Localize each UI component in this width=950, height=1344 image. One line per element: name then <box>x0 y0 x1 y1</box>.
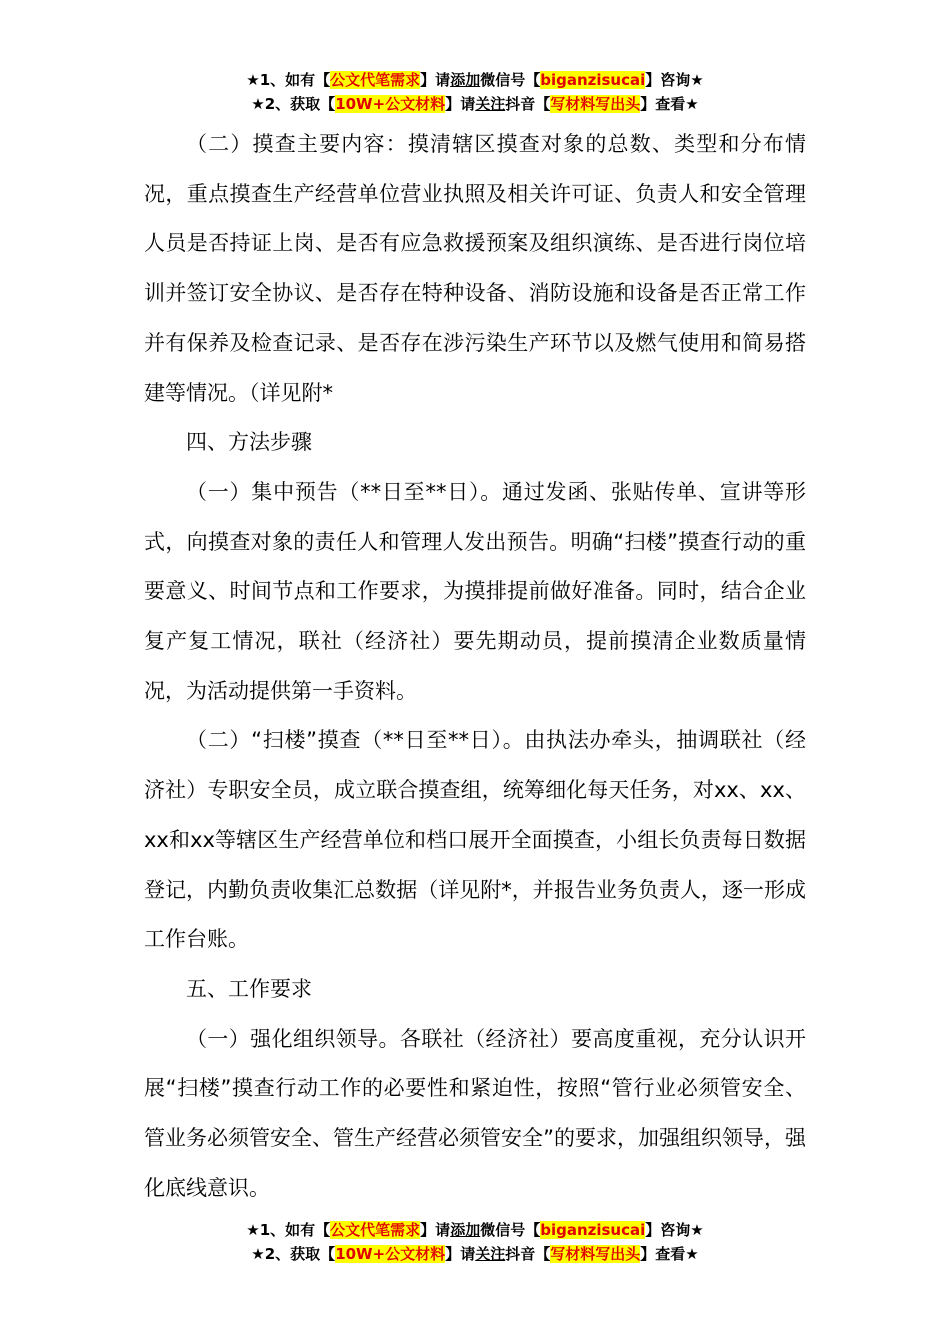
banner-highlight: biganzisucai <box>540 71 646 89</box>
section-heading-requirements: 五、工作要求 <box>186 976 312 1001</box>
banner-highlight: 写材料写出头 <box>550 95 641 113</box>
banner-text: 】请 <box>420 1221 451 1239</box>
banner-underline: 关注 <box>475 95 506 113</box>
banner-line-2 <box>0 1242 950 1266</box>
paragraph-survey-content: （二）摸查主要内容：摸清辖区摸查对象的总数、类型和分布情况，重点摸查生产经营单位营业执照及相关许可证、负责人和安全管理人员是否持证上岗、是否有应急救援预案及组织演练、是否进行岗位培训并签订安全协议、是否存在特种设备、消防设施和设备是否正常工作并有保养及检查记录、是否存在涉污染生产环节以及燃气使用和简易搭建等情况。（详见附* <box>144 132 806 405</box>
banner-text: 微信号【 <box>480 71 541 89</box>
banner-underline: 添加 <box>450 71 481 89</box>
banner-text: 】咨询★ <box>645 1221 704 1239</box>
banner-text: ★2、获取【 <box>251 95 336 113</box>
banner-text: 抖音【 <box>505 1245 551 1263</box>
banner-line-1 <box>0 1218 950 1242</box>
banner-text: 】查看★ <box>640 95 699 113</box>
banner-text: 微信号【 <box>480 1221 541 1239</box>
header-banner <box>0 68 950 116</box>
banner-text: 抖音【 <box>505 95 551 113</box>
banner-text: 】查看★ <box>640 1245 699 1263</box>
banner-line-2 <box>0 92 950 116</box>
banner-highlight: 公文代笔需求 <box>330 71 421 89</box>
banner-highlight: 公文代笔需求 <box>330 1221 421 1239</box>
banner-line-1 <box>0 68 950 92</box>
banner-text: ★1、如有【 <box>246 71 331 89</box>
banner-underline: 关注 <box>475 1245 506 1263</box>
banner-underline: 添加 <box>450 1221 481 1239</box>
banner-text: 】咨询★ <box>645 71 704 89</box>
banner-highlight: 写材料写出头 <box>550 1245 641 1263</box>
document-body <box>144 120 806 1213</box>
banner-highlight: 10W+公文材料 <box>335 95 446 113</box>
footer-banner <box>0 1218 950 1266</box>
banner-text: ★1、如有【 <box>246 1221 331 1239</box>
paragraph-notice: （一）集中预告（**日至**日）。通过发函、张贴传单、宣讲等形式，向摸查对象的责任人和管理人发出预告。明确“扫楼”摸查行动的重要意义、时间节点和工作要求，为摸排提前做好准备。同时，结合企业复产复工情况，联社（经济社）要先期动员，提前摸清企业数质量情况，为活动提供第一手资料。 <box>144 479 806 703</box>
banner-text: ★2、获取【 <box>251 1245 336 1263</box>
banner-highlight: biganzisucai <box>540 1221 646 1239</box>
banner-text: 】请 <box>445 1245 476 1263</box>
paragraph-sweep: （二）“扫楼”摸查（**日至**日）。由执法办牵头，抽调联社（经济社）专职安全员，成立联合摸查组，统筹细化每天任务，对xx、xx、xx和xx等辖区生产经营单位和档口展开全面摸查，小组长负责每日数据登记，内勤负责收集汇总数据（详见附*，并报告业务负责人，逐一形成工作台账。 <box>144 728 806 952</box>
paragraph-leadership: （一）强化组织领导。各联社（经济社）要高度重视，充分认识开展“扫楼”摸查行动工作的必要性和紧迫性，按照“管行业必须管安全、管业务必须管安全、管生产经营必须管安全”的要求，加强组织领导，强化底线意识。 <box>144 1026 806 1200</box>
section-heading-methods: 四、方法步骤 <box>186 430 312 455</box>
banner-highlight: 10W+公文材料 <box>335 1245 446 1263</box>
banner-text: 】请 <box>420 71 451 89</box>
banner-text: 】请 <box>445 95 476 113</box>
